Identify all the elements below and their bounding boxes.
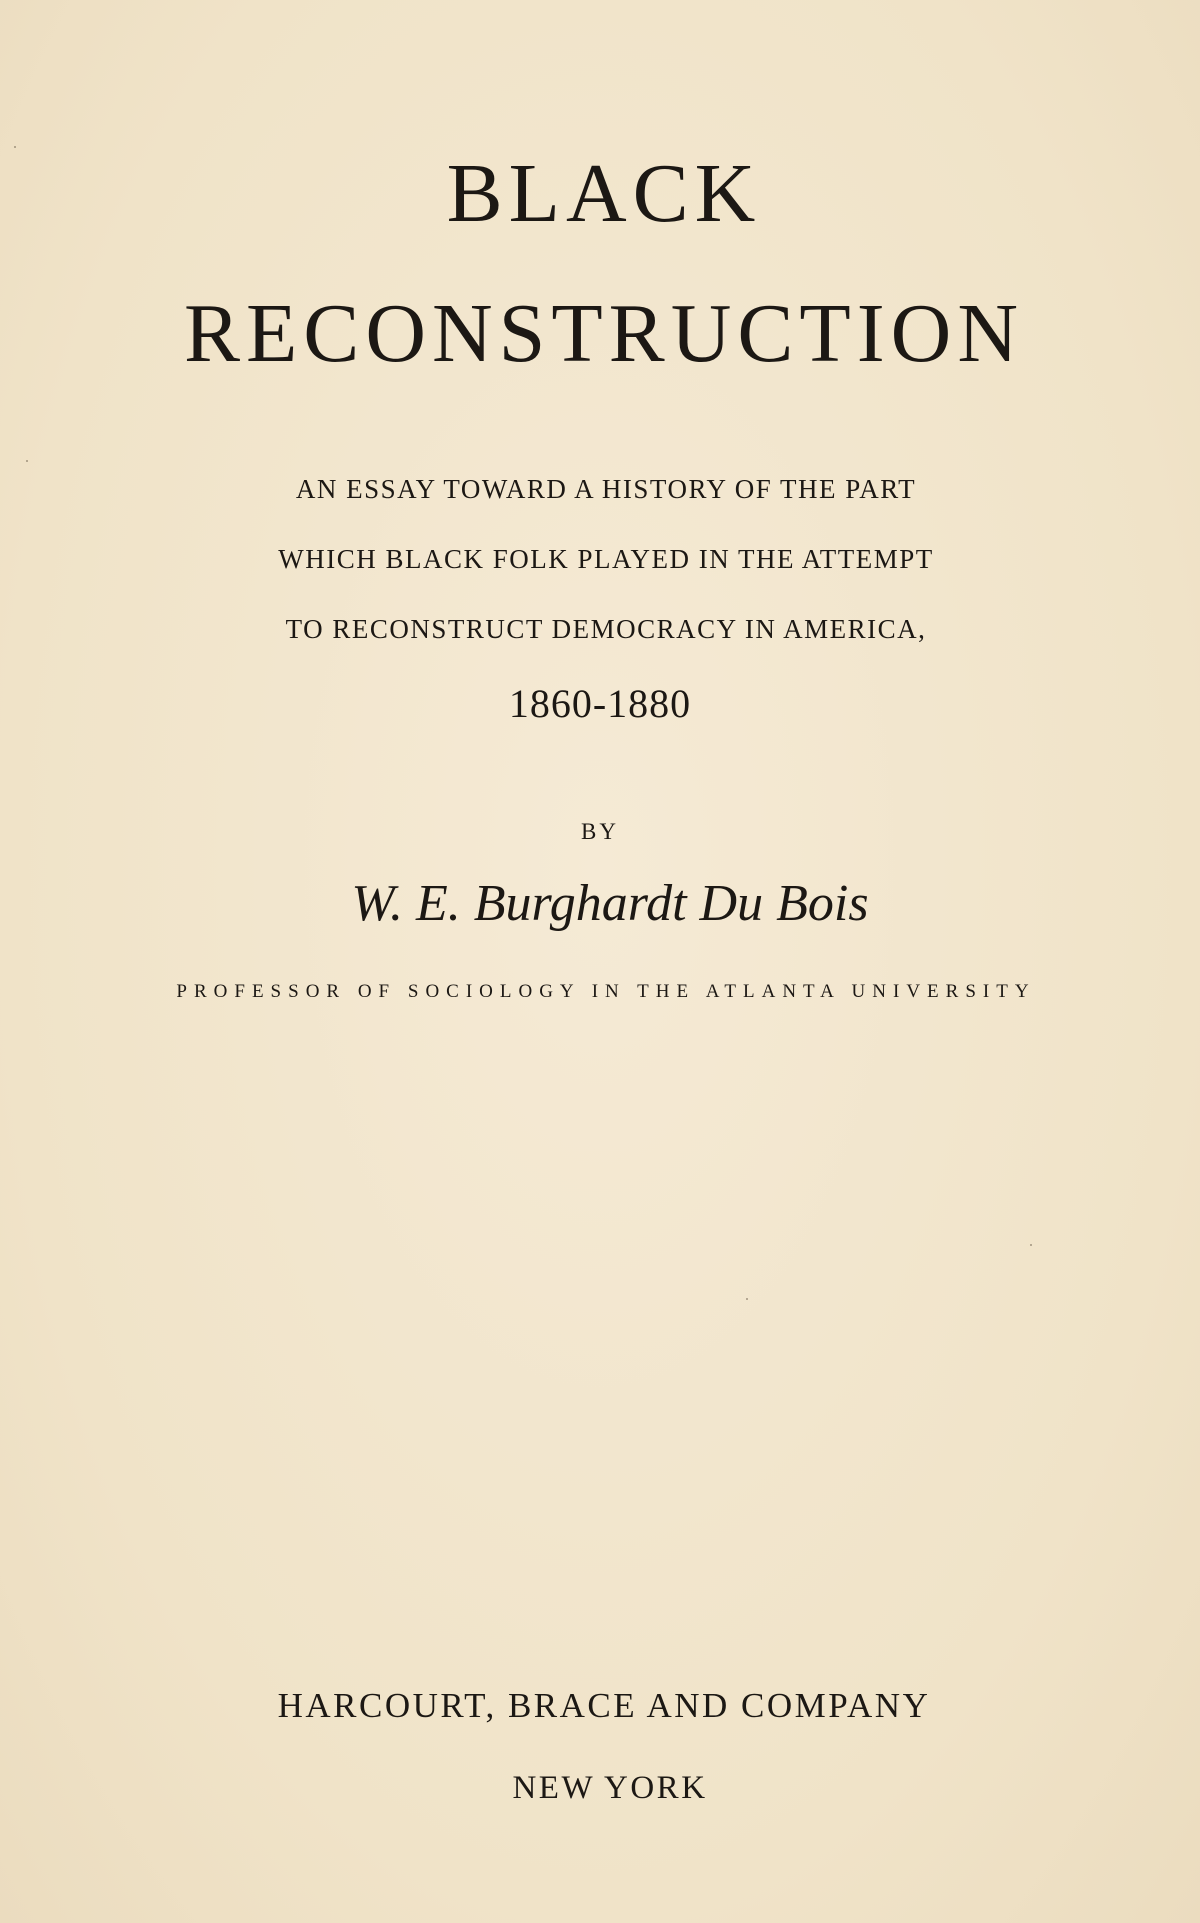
paper-speck: [26, 460, 28, 462]
title-line-1: BLACK: [446, 147, 762, 240]
subtitle-line-3: TO RECONSTRUCT DEMOCRACY IN AMERICA,: [285, 614, 927, 644]
author-name: W. E. Burghardt Du Bois: [351, 875, 869, 932]
title-line-2: RECONSTRUCTION: [183, 287, 1025, 380]
publisher-city: NEW YORK: [512, 1770, 708, 1806]
paper-speck: [746, 1298, 748, 1300]
paper-speck: [1030, 1244, 1032, 1246]
by-label: BY: [581, 819, 619, 844]
paper-speck: [14, 146, 16, 148]
subtitle-line-2: WHICH BLACK FOLK PLAYED IN THE ATTEMPT: [278, 544, 934, 574]
subtitle-years: 1860-1880: [508, 681, 692, 726]
subtitle-line-1: AN ESSAY TOWARD A HISTORY OF THE PART: [295, 474, 917, 504]
author-affiliation: PROFESSOR OF SOCIOLOGY IN THE ATLANTA UNIVERSITY: [176, 981, 1036, 1002]
publisher-name: HARCOURT, BRACE AND COMPANY: [277, 1686, 931, 1725]
